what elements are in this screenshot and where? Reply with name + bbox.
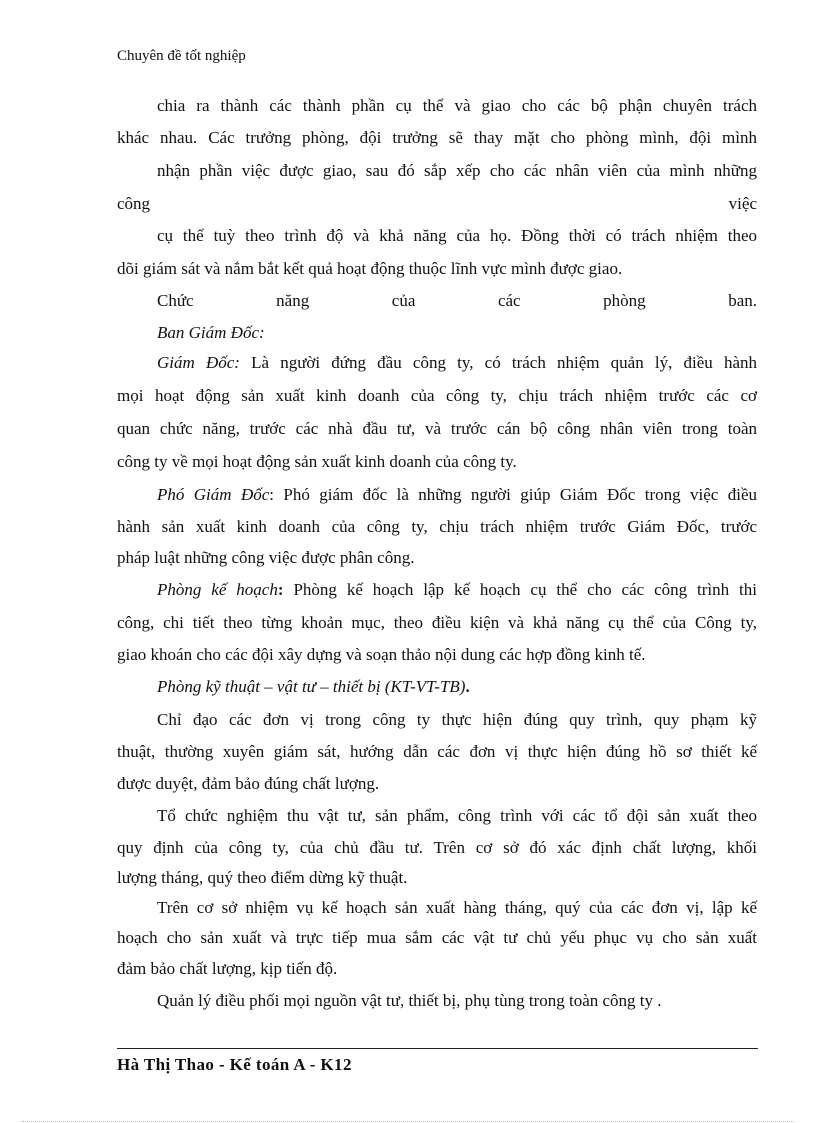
text-line: quan chức năng, trước các nhà đầu tư, và trước cán bộ công nhân viên trong toàn [117,419,757,438]
text-line: công, chi tiết theo từng khoản mục, theo điều kiện và khả năng cụ thể của Công ty, [117,613,757,632]
term-label: Phòng kỹ thuật – vật tư – thiết bị (KT-VT-TB) [157,677,466,696]
term-label: Phó Giám Đốc [157,485,270,504]
text-word: năng [276,291,310,310]
text-line: khác nhau. Các trưởng phòng, đội trưởng sẽ thay mặt cho phòng mình, đội mình [117,128,757,147]
text-line: Trên cơ sở nhiệm vụ kế hoạch sản xuất hàng tháng, quý của các đơn vị, lập kế [157,898,757,917]
text-line: công ty về mọi hoạt động sản xuất kinh doanh của công ty. [117,452,517,471]
text-word: của [391,291,416,310]
text-line [117,194,757,214]
text-line: giao khoán cho các đội xây dựng và soạn thảo nội dung các hợp đồng kinh tế. [117,645,646,664]
term-label: Phòng kế hoạch [157,580,278,599]
text-word: việc [728,194,757,213]
text-line: Quản lý điều phối mọi nguồn vật tư, thiết bị, phụ tùng trong toàn công ty . [157,991,662,1010]
text-span: . [465,677,470,696]
text-line: thuật, thường xuyên giám sát, hướng dẫn các đơn vị thực hiện đúng hồ sơ thiết kế [117,742,757,761]
text-word: Chức [157,291,194,310]
text-line: chia ra thành các thành phần cụ thể và giao cho các bộ phận chuyên trách [157,96,757,115]
text-line: được duyệt, đảm bảo đúng chất lượng. [117,774,380,793]
text-word: công [117,194,151,213]
text-line: lượng tháng, quý theo điểm dừng kỹ thuật. [117,868,408,887]
text-line: dõi giám sát và nắm bắt kết quả hoạt động thuộc lĩnh vực mình được giao. [117,259,623,278]
text-span: Phòng kế hoạch lập kế hoạch cụ thể cho các công trình thi [283,580,757,599]
page-footer: Hà Thị Thao - Kế toán A - K12 [117,1055,352,1074]
subheading [157,677,757,697]
text-line: pháp luật những công việc được phân công. [117,548,415,567]
text-word: ban. [728,291,757,310]
text-word: phòng [603,291,646,310]
text-line: mọi hoạt động sản xuất kinh doanh của công ty, chịu trách nhiệm trước các cơ [117,386,757,405]
text-line: nhận phần việc được giao, sau đó sắp xếp cho các nhân viên của mình những [157,161,757,180]
text-line [157,485,757,505]
term-label: Giám Đốc: [157,353,240,372]
text-line: quy định của công ty, của chủ đầu tư. Trên cơ sở đó xác định chất lượng, khối [117,838,757,857]
page-header: Chuyên đề tốt nghiệp [117,48,246,64]
text-line: Chỉ đạo các đơn vị trong công ty thực hiện đúng quy trình, quy phạm kỹ [157,710,757,729]
footer-divider [117,1048,758,1049]
text-span: : [277,580,284,599]
text-line [157,580,757,600]
text-span: Là người đứng đầu công ty, có trách nhiệm quản lý, điều hành [239,353,758,372]
text-line: đảm bảo chất lượng, kịp tiến độ. [117,959,338,978]
section-heading [157,291,757,311]
subheading: Ban Giám Đốc: [157,323,265,342]
text-line: hoạch cho sản xuất và trực tiếp mua sắm các vật tư chủ yếu phục vụ cho sản xuất [117,928,757,947]
text-line: cụ thể tuỳ theo trình độ và khả năng của họ. Đồng thời có trách nhiệm theo [157,226,757,245]
page-bottom-edge [22,1121,794,1122]
text-word: các [497,291,521,310]
text-line: Tổ chức nghiệm thu vật tư, sản phẩm, công trình với các tổ đội sản xuất theo [157,806,757,825]
text-line [157,353,757,373]
text-span: : Phó giám đốc là những người giúp Giám Đốc trong việc điều [269,485,758,504]
text-line: hành sản xuất kinh doanh của công ty, chịu trách nhiệm trước Giám Đốc, trước [117,517,757,536]
